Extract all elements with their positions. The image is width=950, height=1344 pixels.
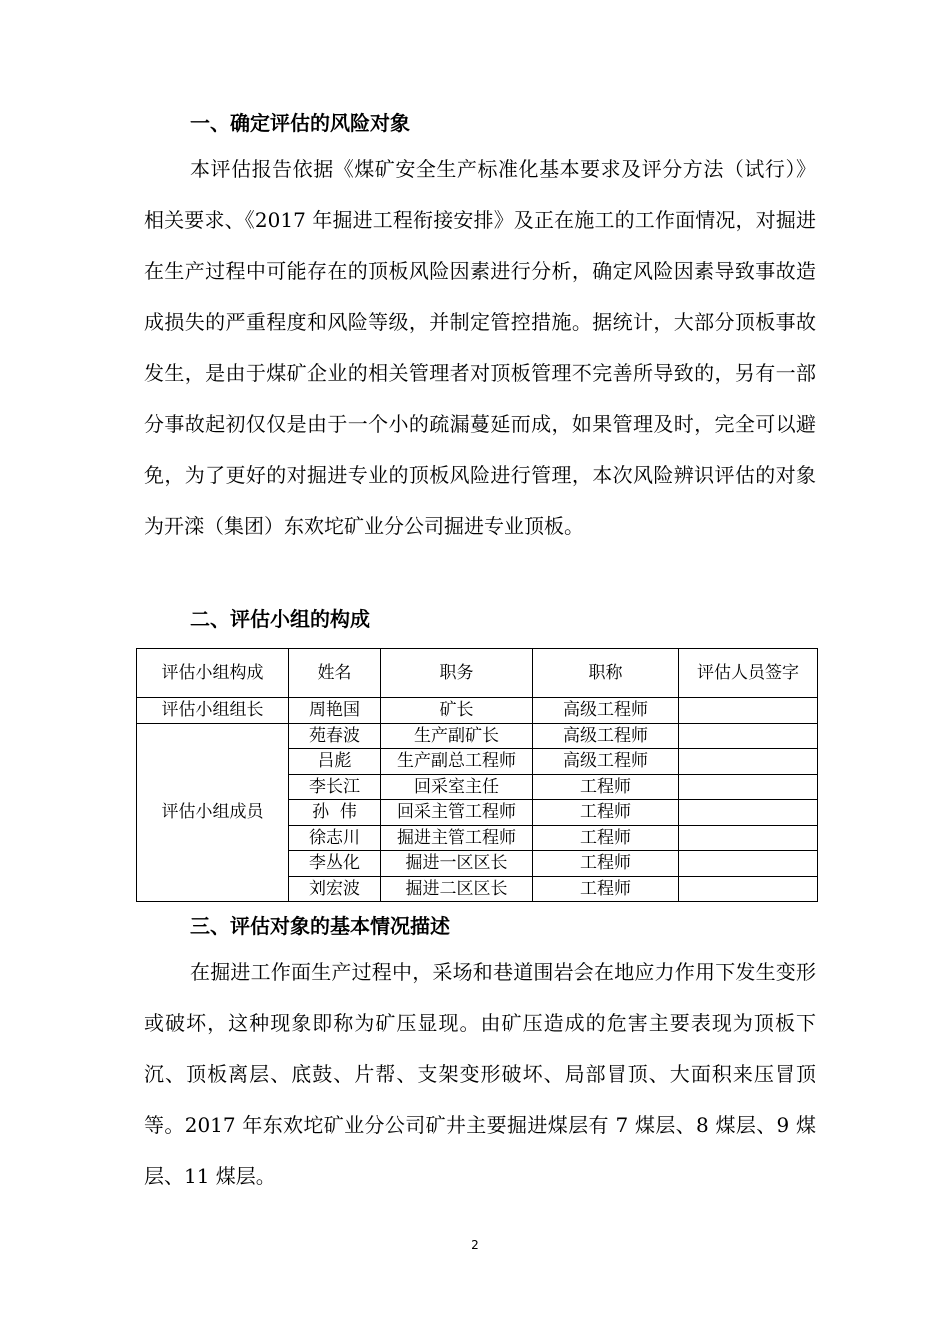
section-3-paragraph: 在掘进工作面生产过程中，采场和巷道围岩会在地应力作用下发生变形或破坏，这种现象即称为矿压显现。由矿压造成的危害主要表现为顶板下沉、顶板离层、底鼓、片帮、支架变形破坏、局部冒顶、大面积来压冒顶等。2017 年东欢坨矿业分公司矿井主要掘进煤层有 7 煤层、8 煤层、9 煤层、11 煤层。 [144, 960, 816, 1188]
section-3-heading: 三、评估对象的基本情况描述 [190, 914, 450, 938]
signature-cell [679, 851, 818, 877]
position-cell: 掘进二区区长 [381, 876, 533, 902]
section-2-heading: 二、评估小组的构成 [190, 607, 370, 631]
position-cell: 回采主管工程师 [381, 800, 533, 826]
position-cell: 掘进一区区长 [381, 851, 533, 877]
position-cell: 生产副总工程师 [381, 749, 533, 775]
position-cell: 生产副矿长 [381, 723, 533, 749]
table-header-cell: 职务 [381, 649, 533, 698]
signature-cell [679, 825, 818, 851]
title-cell: 高级工程师 [533, 698, 679, 724]
section-1-heading: 一、确定评估的风险对象 [190, 111, 410, 135]
title-cell: 工程师 [533, 825, 679, 851]
section-1-paragraph: 本评估报告依据《煤矿安全生产标准化基本要求及评分方法（试行）》相关要求、《2017 年掘进工程衔接安排》及正在施工的工作面情况，对掘进在生产过程中可能存在的顶板风险因素进行分析，确定风险因素导致事故造成损失的严重程度和风险等级，并制定管控措施。据统计，大部分顶板事故发生，是由于煤矿企业的相关管理者对顶板管理不完善所导致的，另有一部分事故起初仅仅是由于一个小的疏漏蔓延而成，如果管理及时，完全可以避免，为了更好的对掘进专业的顶板风险进行管理，本次风险辨识评估的对象为开滦（集团）东欢坨矿业分公司掘进专业顶板。 [144, 157, 816, 538]
name-cell: 刘宏波 [289, 876, 381, 902]
title-cell: 工程师 [533, 800, 679, 826]
signature-cell [679, 749, 818, 775]
table-header-cell: 职称 [533, 649, 679, 698]
signature-cell [679, 723, 818, 749]
name-cell: 孙 伟 [289, 800, 381, 826]
title-cell: 高级工程师 [533, 749, 679, 775]
table-header-cell: 姓名 [289, 649, 381, 698]
position-cell: 掘进主管工程师 [381, 825, 533, 851]
title-cell: 工程师 [533, 851, 679, 877]
title-cell: 高级工程师 [533, 723, 679, 749]
table-header-cell: 评估小组构成 [137, 649, 289, 698]
title-cell: 工程师 [533, 774, 679, 800]
name-cell: 徐志川 [289, 825, 381, 851]
signature-cell [679, 800, 818, 826]
signature-cell [679, 698, 818, 724]
position-cell: 矿长 [381, 698, 533, 724]
signature-cell [679, 876, 818, 902]
group-role-cell: 评估小组成员 [137, 723, 289, 902]
position-cell: 回采室主任 [381, 774, 533, 800]
table-row [137, 723, 818, 749]
name-cell: 李长江 [289, 774, 381, 800]
name-cell: 苑春波 [289, 723, 381, 749]
page-number: 2 [471, 1238, 479, 1252]
table-header-row [137, 649, 818, 698]
evaluation-group-table [136, 648, 818, 902]
table-row [137, 698, 818, 724]
group-role-cell: 评估小组组长 [137, 698, 289, 724]
name-cell: 李丛化 [289, 851, 381, 877]
table-header-cell: 评估人员签字 [679, 649, 818, 698]
signature-cell [679, 774, 818, 800]
name-cell: 周艳国 [289, 698, 381, 724]
title-cell: 工程师 [533, 876, 679, 902]
name-cell: 吕彪 [289, 749, 381, 775]
